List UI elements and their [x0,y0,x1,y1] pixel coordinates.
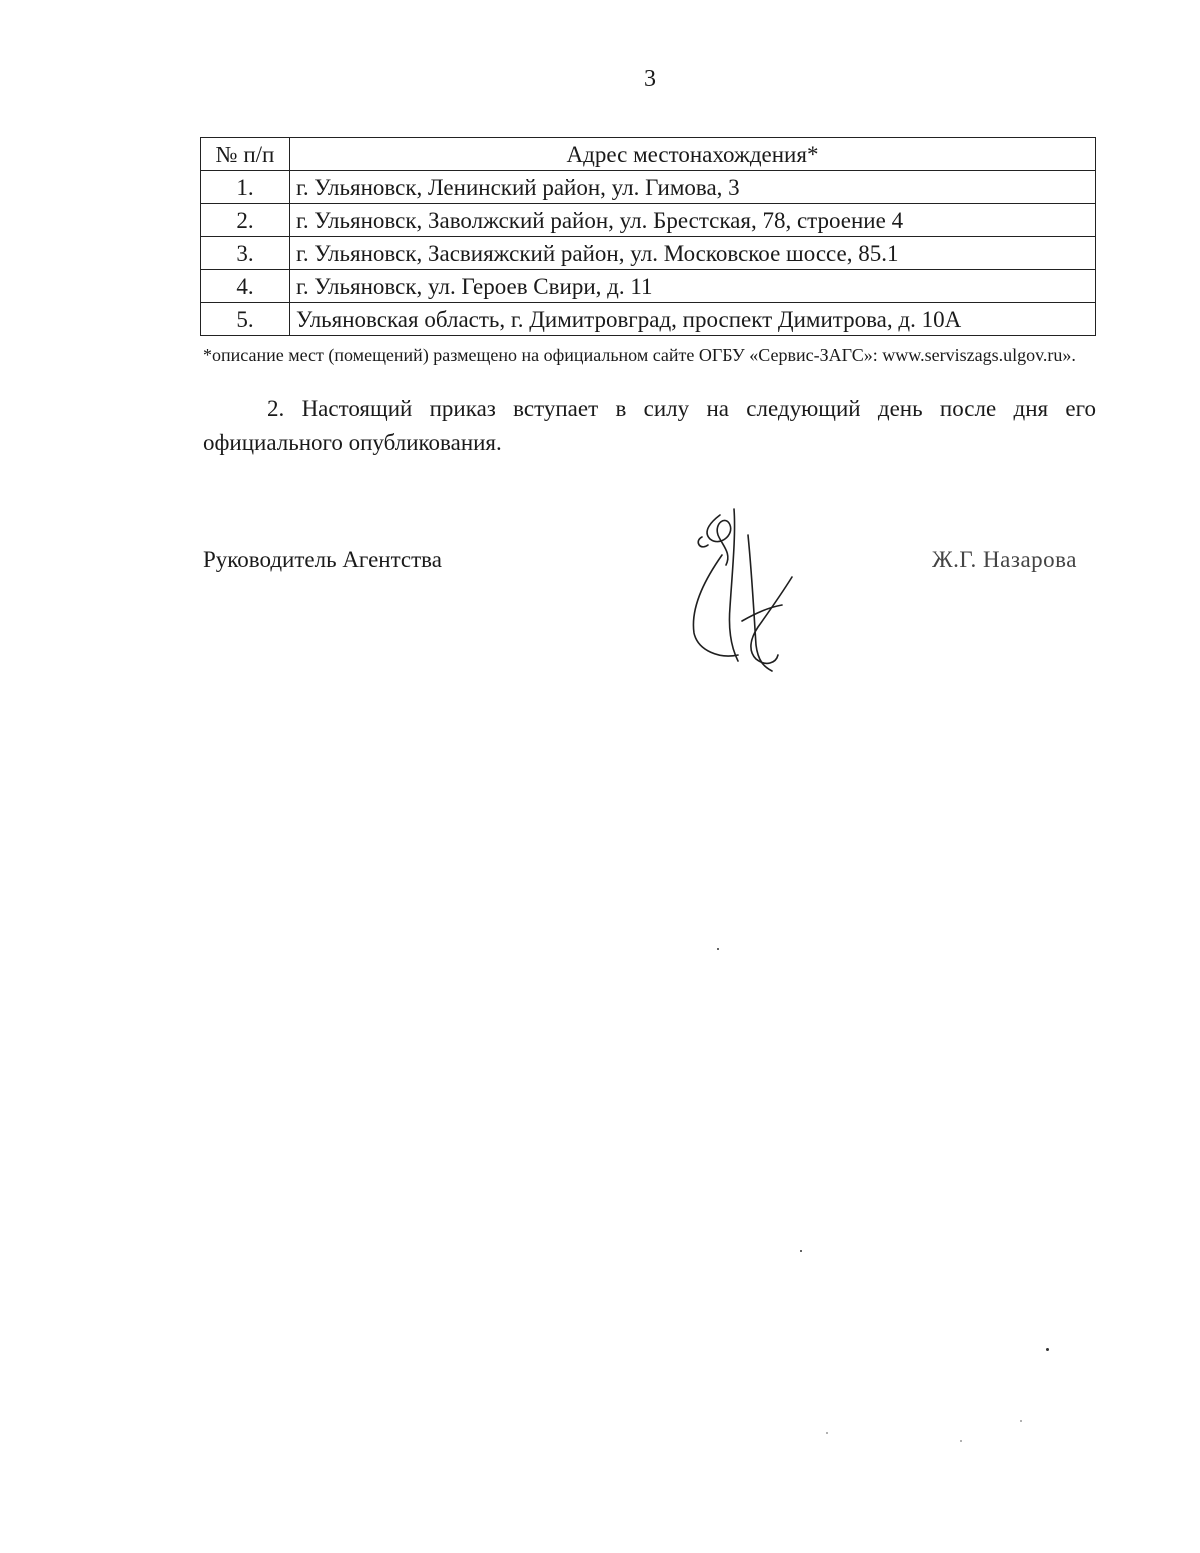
footnote: *описание мест (помещений) размещено на официальном сайте ОГБУ «Сервис-ЗАГС»: www.serviszags.ulgov.ru». [203,345,1076,365]
row-number: 5. [201,303,290,336]
row-number: 4. [201,270,290,303]
table-row [201,204,1096,237]
row-address: Ульяновская область, г. Димитровград, проспект Димитрова, д. 10А [290,303,1096,336]
row-number: 2. [201,204,290,237]
table-row [201,171,1096,204]
row-number: 1. [201,171,290,204]
table-row [201,237,1096,270]
signatory-role: Руководитель Агентства [203,547,442,572]
handwritten-signature [672,495,812,685]
scan-speck [826,1432,828,1434]
table-row [201,270,1096,303]
row-address: г. Ульяновск, Засвияжский район, ул. Московское шоссе, 85.1 [290,237,1096,270]
row-address: г. Ульяновск, Ленинский район, ул. Гимова, 3 [290,171,1096,204]
scan-speck [800,1250,802,1252]
scan-speck [1020,1420,1022,1422]
row-number: 3. [201,237,290,270]
scan-speck [960,1440,962,1442]
header-address: Адрес местонахождения* [290,138,1096,171]
table-header-row [201,138,1096,171]
signatory-name: Ж.Г. Назарова [932,547,1077,572]
scan-speck [1046,1348,1049,1351]
paragraph-effective-date: 2. Настоящий приказ вступает в силу на следующий день после дня его официального опубликования. [203,396,1096,455]
row-address: г. Ульяновск, ул. Героев Свири, д. 11 [290,270,1096,303]
header-number: № п/п [201,138,290,171]
page-number: 3 [644,66,656,92]
address-table [200,137,1096,336]
scan-speck [717,948,719,950]
table-row [201,303,1096,336]
row-address: г. Ульяновск, Заволжский район, ул. Брестская, 78, строение 4 [290,204,1096,237]
